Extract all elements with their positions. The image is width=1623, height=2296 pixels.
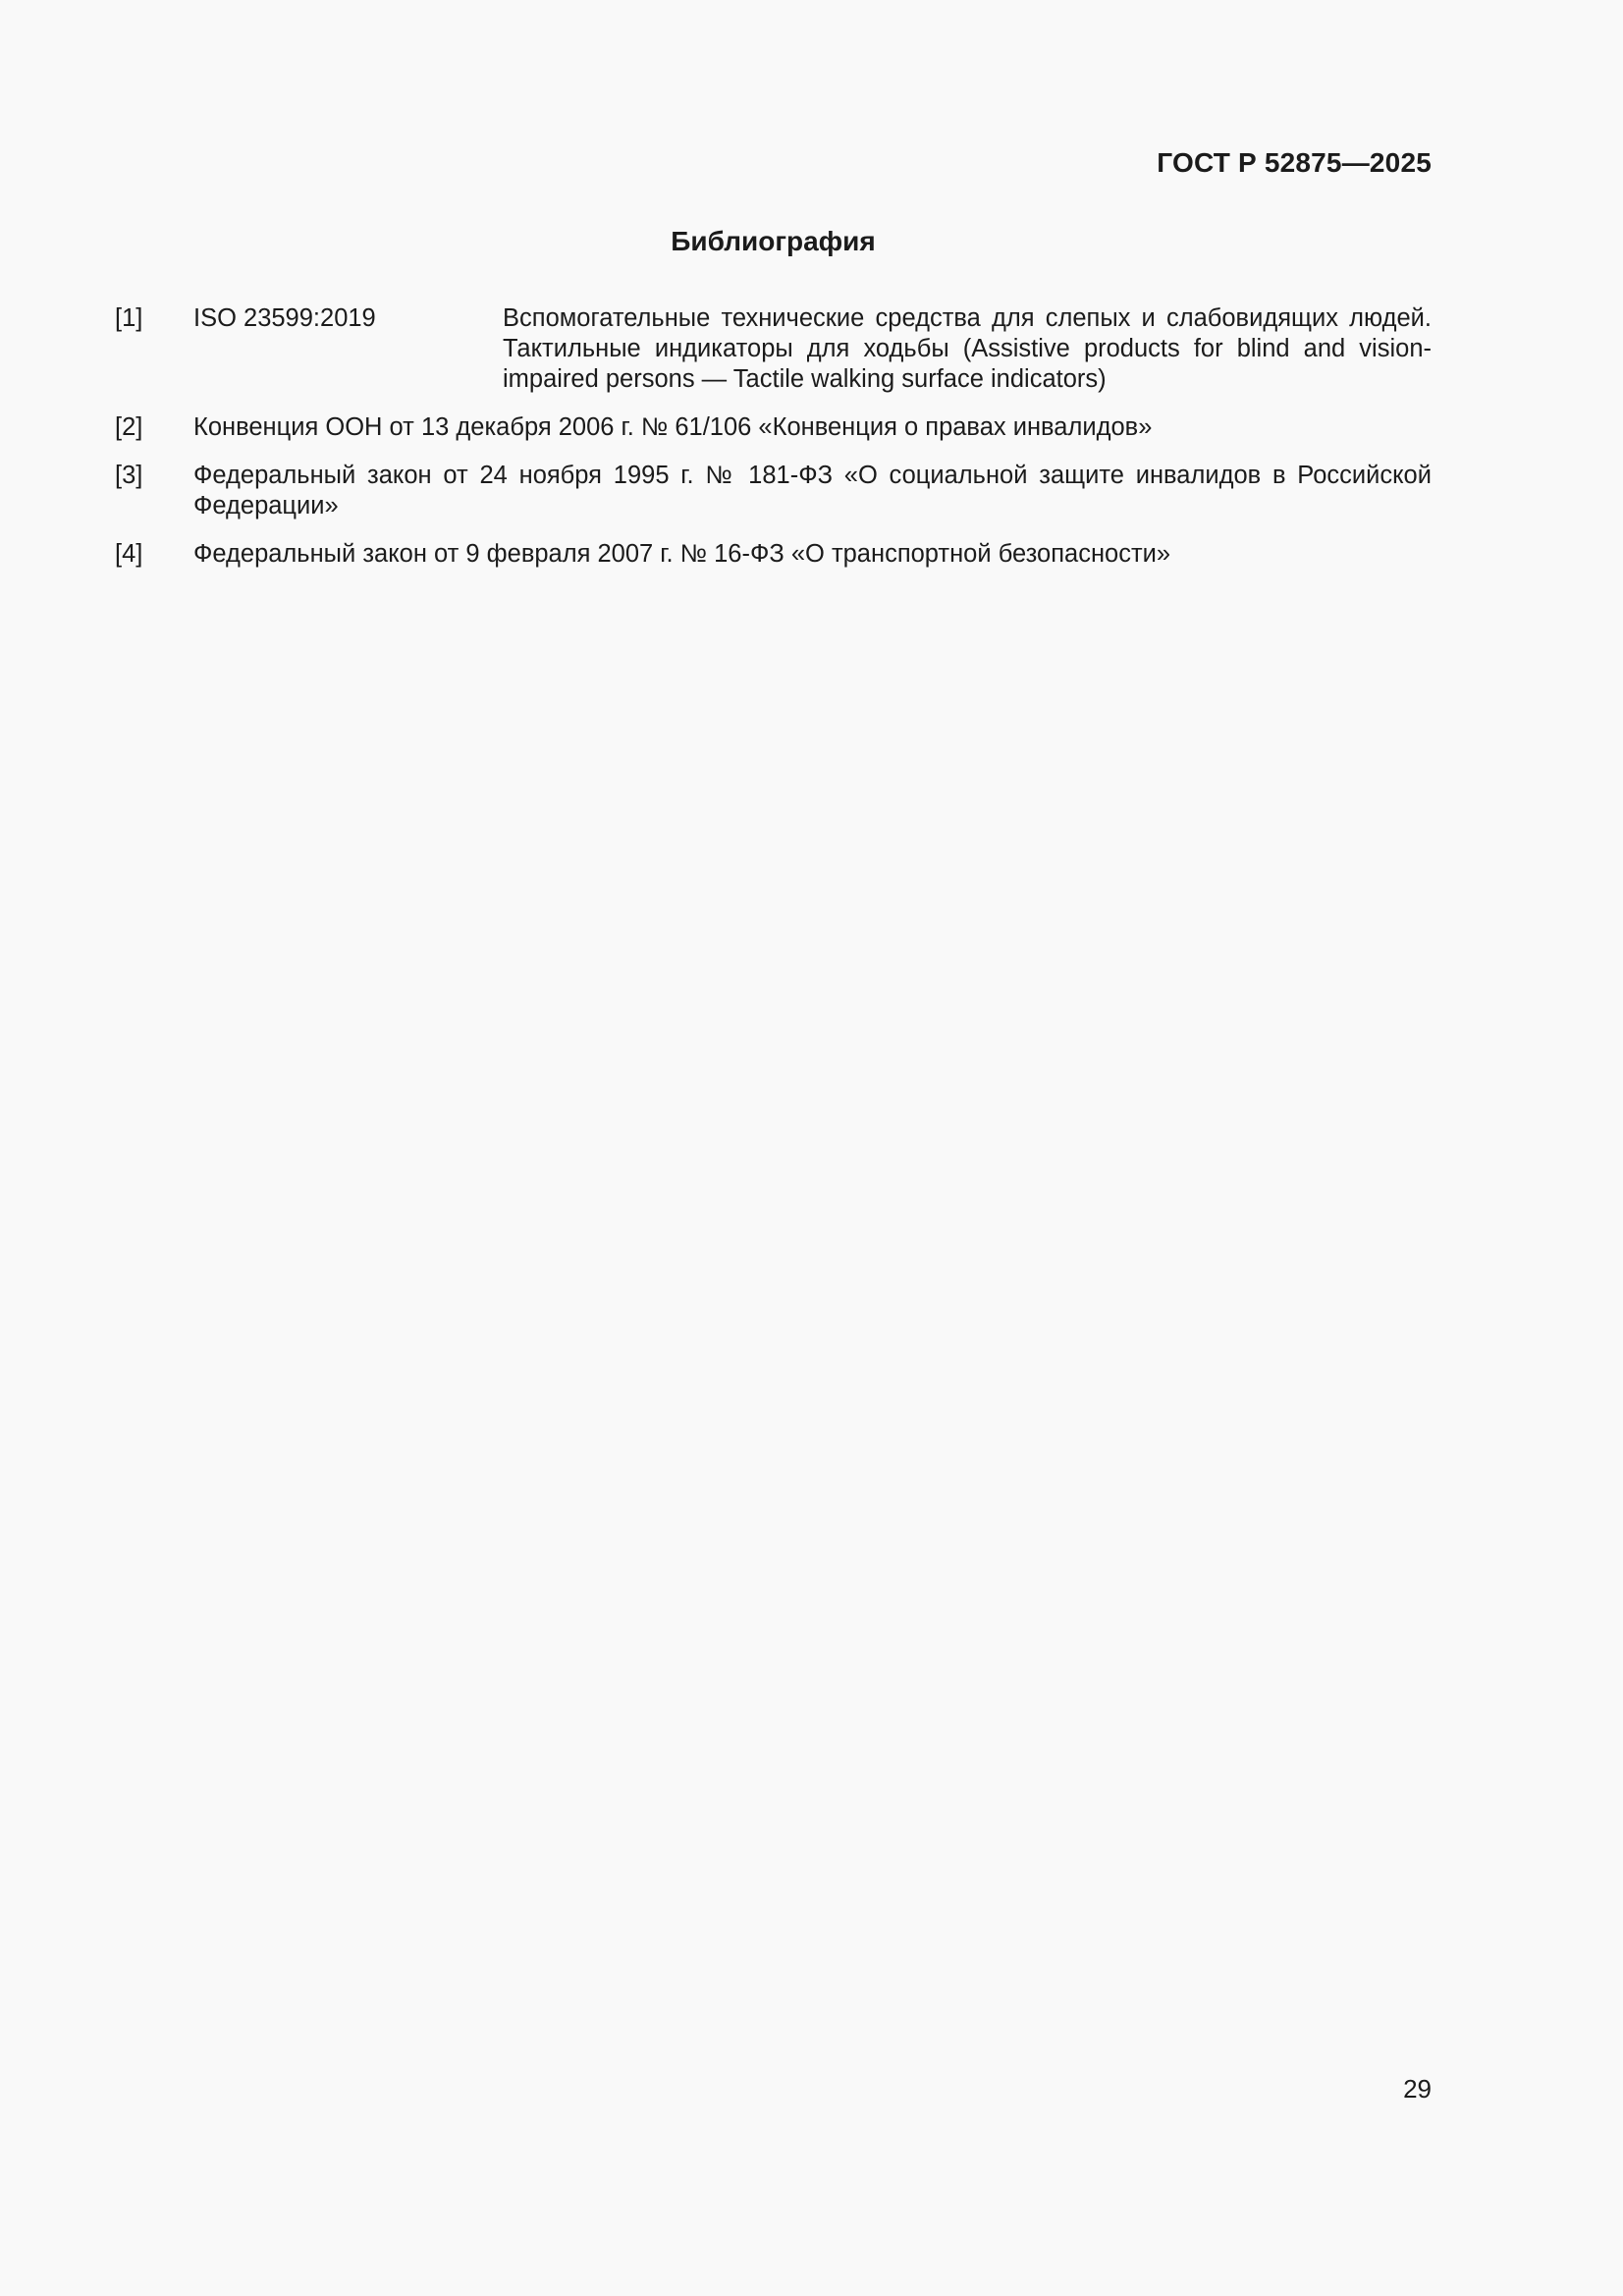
bibliography-entry: [115, 539, 1432, 570]
entry-standard-code: ISO 23599:2019: [193, 304, 376, 332]
entry-text: Федеральный закон от 24 ноября 1995 г. № 181-ФЗ «О социальной защите инвалидов в Российской Федерации»: [193, 462, 1432, 519]
entry-number: [1]: [115, 304, 143, 332]
bibliography-list: [115, 303, 1432, 587]
bibliography-entry: [115, 461, 1432, 521]
bibliography-entry: [115, 303, 1432, 395]
page-title: Библиография: [671, 226, 876, 256]
entry-number: [2]: [115, 413, 143, 441]
entry-text: Вспомогательные технические средства для слепых и слабовидящих людей. Тактильные индикаторы для ходьбы (Assistive products for blind and vision-impaired persons — Tactile walking surface indicators): [503, 304, 1432, 393]
entry-number: [3]: [115, 462, 143, 489]
bibliography-entry: [115, 412, 1432, 443]
page-number: 29: [1403, 2074, 1432, 2104]
document-code-header: ГОСТ Р 52875—2025: [1157, 147, 1432, 178]
entry-number: [4]: [115, 540, 143, 568]
entry-text: Федеральный закон от 9 февраля 2007 г. № 16-ФЗ «О транспортной безопасности»: [193, 540, 1171, 568]
entry-text: Конвенция ООН от 13 декабря 2006 г. № 61/106 «Конвенция о правах инвалидов»: [193, 413, 1153, 441]
